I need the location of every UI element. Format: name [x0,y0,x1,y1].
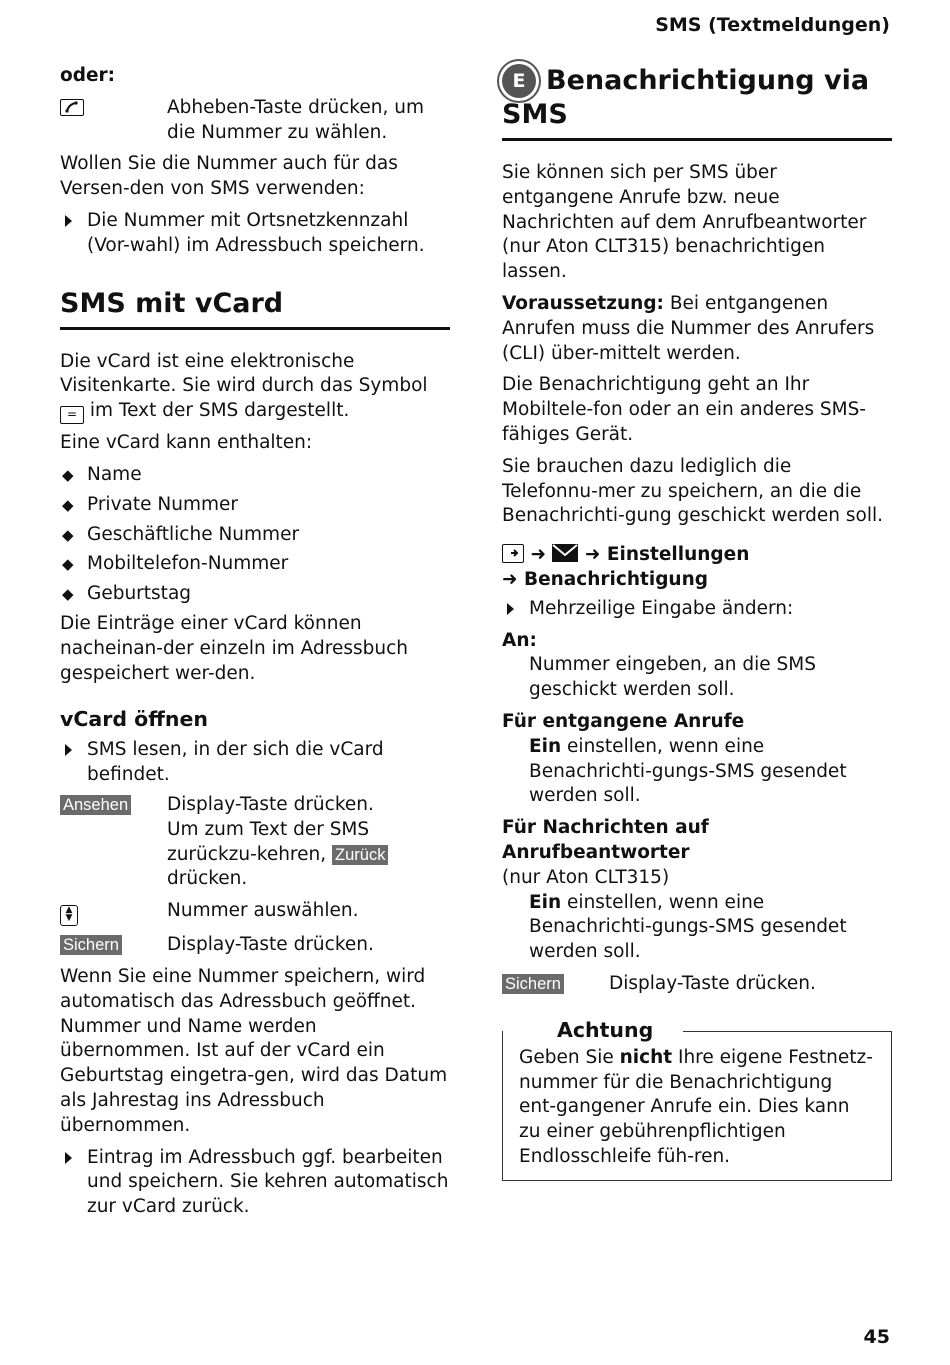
diamond-bullet-icon: ◆ [62,585,74,604]
envelope-icon [552,544,578,562]
pickup-key-text: Abheben-Taste drücken, um die Nummer zu wählen. [167,96,424,143]
view-key-row [60,793,450,892]
prerequisite-text: Bei entgangenen Anrufen muss die Nummer des Anrufers (CLI) über-mittelt werden. [502,292,875,364]
section-title-notification-text: Benachrichtigung via SMS [502,65,870,130]
back-softkey: Zurück [332,845,388,865]
store-number-paragraph: Sie brauchen dazu lediglich die Telefonnu-mer zu speichern, an die die Benachrichti-gung geschickt werden soll. [502,455,884,527]
vcard-intro-text-a: Die vCard ist eine elektronische Visitenkarte. Sie wird durch das Symbol [60,350,428,397]
diamond-bullet-icon: ◆ [62,555,74,574]
field-messages-on: Ein [529,891,562,913]
field-messages-note: (nur Aton CLT315) [502,866,670,888]
vcard-intro-text-b: im Text der SMS dargestellt. [89,400,350,422]
vcard-symbol-icon: = [60,406,84,424]
navigation-key-icon: ▲ ▼ [60,905,78,926]
warning-box [502,1017,892,1181]
notification-intro: Sie können sich per SMS über entgangene Anrufe bzw. neue Nachrichten auf dem Anrufbeantworter (nur Aton CLT315) benachrichtigen lassen. [502,162,867,283]
save-key-row [502,972,892,997]
warning-text-a: Geben Sie [519,1046,614,1068]
right-column [502,64,892,1181]
save-softkey: Sichern [502,974,564,994]
notify-target-paragraph: Die Benachrichtigung geht an Ihr Mobiltele-fon oder an ein anderes SMS-fähiges Gerät. [502,374,866,445]
save-softkey: Sichern [60,935,122,955]
read-sms-bullet: SMS lesen, in der sich die vCard befindet. [60,738,450,788]
list-item-label: Mobiltelefon-Nummer [87,553,289,575]
field-missed-text [502,735,892,809]
edit-entry-bullet: Eintrag im Adressbuch ggf. bearbeiten und speichern. Sie kehren automatisch zur vCard zurück. [60,1146,450,1220]
warning-text-bold: nicht [619,1046,673,1068]
vcard-intro [60,350,450,425]
diamond-bullet-icon: ◆ [62,465,74,484]
menu-settings: Einstellungen [606,544,750,566]
field-messages-text [502,891,892,965]
warning-title: Achtung [527,1016,683,1044]
nav-key-text: Nummer auswählen. [167,900,359,922]
vcard-can-contain: Eine vCard kann enthalten: [60,432,313,454]
list-item [60,523,450,548]
diamond-bullet-icon: ◆ [62,525,74,544]
list-item-label: Geburtstag [87,583,192,605]
menu-arrow: ➜ [530,544,546,566]
running-header: SMS (Textmeldungen) [655,14,890,36]
field-messages-label: Für Nachrichten auf Anrufbeantworter [502,817,709,863]
view-key-text-b-label: Um zum Text der SMS zurückzu-kehren, [167,818,370,865]
field-missed-description: einstellen, wenn eine Benachrichti-gungs-SMS gesendet werden soll. [529,735,847,807]
menu-notification: Benachrichtigung [523,568,709,590]
page-number: 45 [863,1326,890,1348]
sms-use-paragraph: Wollen Sie die Nummer auch für das Versen-den von SMS verwenden: [60,153,398,200]
view-key-text-c: drücken. [167,868,248,890]
warning-text-b: Ihre eigene Festnetz-nummer für die Benachrichtigung ent-gangener Anrufe ein. Dies kann zu einer gebührenpflichtigen Endlosschleife füh-ren. [519,1046,873,1167]
list-item-label: Private Nummer [87,493,238,515]
view-key-text-b [167,818,450,892]
field-missed-on: Ein [529,735,562,757]
pickup-key-row [60,96,450,146]
section-title-vcard: SMS mit vCard [60,287,450,330]
oder-label: oder: [60,65,116,86]
menu-arrow: ➜ [584,544,601,566]
prerequisite-label: Voraussetzung: [502,292,664,314]
warning-text [519,1046,875,1170]
list-item-label: Name [87,463,142,485]
list-item [60,493,450,518]
field-to-text: Nummer eingeben, an die SMS geschickt werden soll. [529,654,816,701]
save-key-text: Display-Taste drücken. [609,972,816,994]
menu-path [502,543,892,593]
field-messages-description: einstellen, wenn eine Benachrichti-gungs-SMS gesendet werden soll. [529,891,847,963]
section-title-notification [502,64,892,141]
list-item [60,582,450,607]
field-missed-label: Für entgangene Anrufe [502,710,745,732]
list-item [60,552,450,577]
prerequisite-paragraph [502,292,892,366]
diamond-bullet-icon: ◆ [62,495,74,514]
save-key-text: Display-Taste drücken. [167,934,374,956]
save-key-row [60,933,450,958]
save-paragraph: Wenn Sie eine Nummer speichern, wird automatisch das Adressbuch geöffnet. Nummer und Name werden übernommen. Ist auf der vCard ein Geburtstag eingetra-gen, wird das Datum als Jahrestag ins Adressbuch übernommen. [60,965,448,1136]
subsection-title-open-vcard: vCard öffnen [60,707,208,732]
expert-mode-icon: E [502,64,536,98]
field-to-label: An: [502,629,537,651]
list-item [60,463,450,488]
menu-arrow: ➜ [502,568,518,590]
left-column [60,64,450,1225]
list-item-label: Geschäftliche Nummer [87,523,300,545]
nav-key-row [60,899,450,926]
multiline-bullet: Mehrzeilige Eingabe ändern: [502,597,892,622]
menu-key-icon [502,544,524,563]
view-key-text-a: Display-Taste drücken. [167,793,374,815]
vcard-entries-paragraph: Die Einträge einer vCard können nacheinan-der einzeln im Adressbuch gespeichert wer-den. [60,612,408,684]
phone-handset-icon [60,99,84,116]
view-softkey: Ansehen [60,795,131,815]
save-number-bullet: Die Nummer mit Ortsnetzkennzahl (Vor-wahl) im Adressbuch speichern. [60,209,450,259]
